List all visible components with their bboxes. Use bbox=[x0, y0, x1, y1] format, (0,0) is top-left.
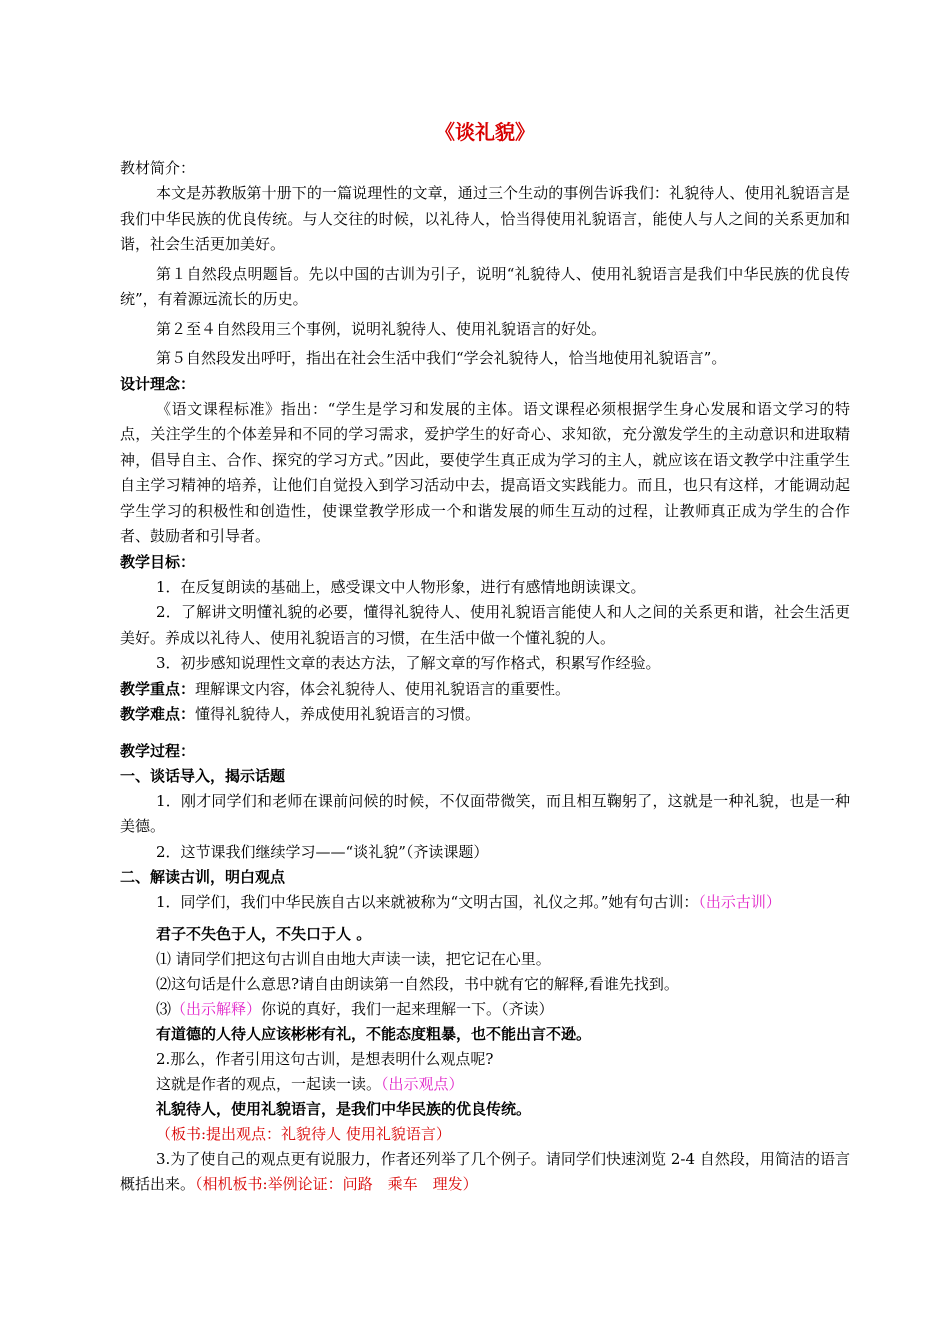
process-heading: 教学过程： bbox=[120, 741, 196, 760]
intro-paragraph-3: 第２至４自然段用三个事例，说明礼貌待人、使用礼貌语言的好处。 bbox=[156, 319, 607, 338]
question-3-text: 你说的真好，我们一起来理解一下。（齐读） bbox=[261, 999, 554, 1018]
key-point-text: 理解课文内容，体会礼貌待人、使用礼貌语言的重要性。 bbox=[195, 679, 571, 698]
show-viewpoint-note: （出示观点） bbox=[381, 1074, 464, 1093]
section-2-paragraph-2b bbox=[120, 1072, 850, 1097]
board-note-1: （板书:提出观点：礼貌待人 使用礼貌语言） bbox=[156, 1124, 451, 1143]
spacer bbox=[120, 727, 850, 739]
section-2-paragraph-1-text: 1．同学们，我们中华民族自古以来就被称为“文明古国，礼仪之邦。”她有句古训： bbox=[156, 893, 699, 911]
section-2-paragraph-2b-text: 这就是作者的观点，一起读一读。 bbox=[156, 1074, 382, 1093]
difficult-point-label: 教学难点： bbox=[120, 704, 196, 723]
key-point-label: 教学重点： bbox=[120, 679, 196, 698]
viewpoint-statement: 礼貌待人，使用礼貌语言，是我们中华民族的优良传统。 bbox=[156, 1099, 532, 1118]
show-proverb-note: （出示古训） bbox=[698, 893, 781, 911]
section-2-paragraph-3 bbox=[120, 1147, 850, 1198]
document-page bbox=[120, 118, 850, 1198]
section-1-paragraph-1: 1．刚才同学们和老师在课前问候的时候，不仅面带微笑，而且相互鞠躬了，这就是一种礼貌，也是一种美德。 bbox=[120, 791, 850, 835]
difficult-point-text: 懂得礼貌待人，养成使用礼貌语言的习惯。 bbox=[195, 704, 481, 723]
goal-3: 3．初步感知说理性文章的表达方法，了解文章的写作格式，积累写作经验。 bbox=[156, 654, 661, 672]
section-1-heading: 一、谈话导入，揭示话题 bbox=[120, 766, 286, 785]
show-explanation-note: （出示解释） bbox=[171, 999, 262, 1018]
intro-paragraph-1: 本文是苏教版第十册下的一篇说理性的文章，通过三个生动的事例告诉我们：礼貌待人、使用礼貌语言是我们中华民族的优良传统。与人交往的时候，以礼待人，恰当得使用礼貌语言，能使人与人之间的关系更加和谐，社会生活更加美好。 bbox=[120, 184, 850, 253]
concept-paragraph: 《语文课程标准》指出：“学生是学习和发展的主体。语文课程必须根据学生身心发展和语文学习的特点，关注学生的个体差异和不同的学习需求，爱护学生的好奇心、求知欲，充分激发学生的主动意识和进取精神，倡导自主、合作、探究的学习方式。”因此，要使学生真正成为学习的主人，就应该在语文教学中注重学生自主学习精神的培养，让他们自觉投入到学习活动中去，提高语文实践能力。而且，也只有这样，才能调动起学生学习的积极性和创造性，使课堂教学形成一个和谐发展的师生互动的过程，让教师真正成为学生的合作者、鼓励者和引导者。 bbox=[120, 399, 850, 545]
difficult-point bbox=[120, 702, 850, 727]
section-2-paragraph-1 bbox=[120, 890, 850, 916]
section-1-paragraph-2: 2．这节课我们继续学习——“谈礼貌”（齐读课题） bbox=[156, 842, 489, 861]
question-1: ⑴ 请同学们把这句古训自由地大声读一读，把它记在心里。 bbox=[156, 949, 551, 968]
intro-paragraph-2: 第１自然段点明题旨。先以中国的古训为引子，说明“礼貌待人、使用礼貌语言是我们中华民族的优良传统”，有着源远流长的历史。 bbox=[120, 264, 850, 308]
intro-paragraph-4: 第５自然段发出呼吁，指出在社会生活中我们“学会礼貌待人，恰当地使用礼貌语言”。 bbox=[156, 349, 727, 367]
concept-heading: 设计理念： bbox=[120, 374, 196, 393]
section-2-paragraph-3-text: 3.为了使自己的观点更有说服力，作者还列举了几个例子。请同学们快速浏览 2-4 自然段，用简洁的语言概括出来。 bbox=[120, 1149, 850, 1193]
proverb-meaning: 有道德的人待人应该彬彬有礼，不能态度粗暴，也不能出言不逊。 bbox=[156, 1024, 592, 1043]
section-2-paragraph-2: 2.那么，作者引用这句古训，是想表明什么观点呢? bbox=[156, 1049, 494, 1068]
question-2: ⑵这句话是什么意思?请自由朗读第一自然段，书中就有它的解释,看谁先找到。 bbox=[156, 974, 679, 993]
document-title: 《谈礼貌》 bbox=[435, 120, 535, 144]
key-point bbox=[120, 677, 850, 702]
question-3 bbox=[120, 997, 850, 1022]
goal-1: 1．在反复朗读的基础上，感受课文中人物形象，进行有感情地朗读课文。 bbox=[156, 577, 646, 596]
question-3-prefix: ⑶ bbox=[156, 999, 172, 1018]
board-note-2: （相机板书:举例论证：问路 乘车 理发） bbox=[195, 1175, 478, 1193]
goals-heading: 教学目标： bbox=[120, 552, 196, 571]
intro-heading: 教材简介： bbox=[120, 159, 196, 177]
goal-2: 2．了解讲文明懂礼貌的必要，懂得礼貌待人、使用礼貌语言能使人和人之间的关系更和谐，社会生活更美好。养成以礼待人、使用礼貌语言的习惯，在生活中做一个懂礼貌的人。 bbox=[120, 603, 850, 647]
section-2-heading: 二、解读古训，明白观点 bbox=[120, 868, 286, 886]
proverb-quote: 君子不失色于人，不失口于人 。 bbox=[156, 924, 372, 943]
